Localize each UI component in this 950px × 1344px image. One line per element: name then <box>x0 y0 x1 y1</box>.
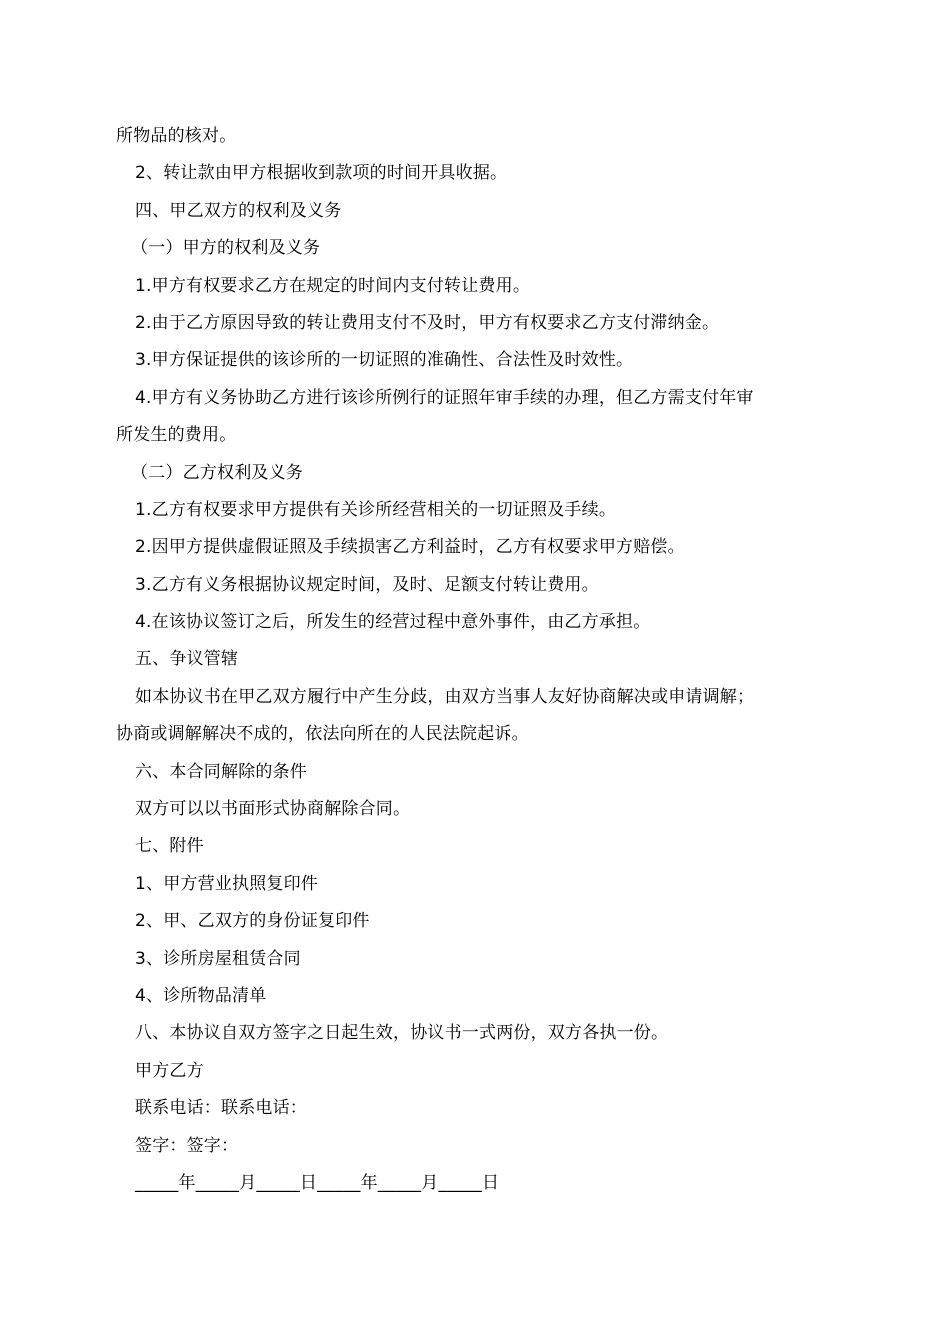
section-heading: 五、争议管辖 <box>135 649 239 670</box>
section-heading: 七、附件 <box>135 836 204 857</box>
text-line: 所物品的核对。 <box>116 126 237 146</box>
text-line: 1.乙方有权要求甲方提供有关诊所经营相关的一切证照及手续。 <box>135 499 617 520</box>
section-heading: 四、甲乙双方的权利及义务 <box>135 200 342 221</box>
subsection-heading: （二）乙方权利及义务 <box>131 462 303 483</box>
list-item: 2、甲、乙双方的身份证复印件 <box>135 911 370 932</box>
text-line: 3.乙方有义务根据协议规定时间，及时、足额支付转让费用。 <box>135 574 599 595</box>
text-line: 1.甲方有权要求乙方在规定的时间内支付转让费用。 <box>135 275 531 296</box>
text-line: 2.由于乙方原因导致的转让费用支付不及时，甲方有权要求乙方支付滞纳金。 <box>135 312 720 333</box>
text-line: 2.因甲方提供虚假证照及手续损害乙方利益时，乙方有权要求甲方赔偿。 <box>135 537 685 558</box>
text-line: 如本协议书在甲乙双方履行中产生分歧，由双方当事人友好协商解决或申请调解； <box>135 686 755 707</box>
signature-sign: 签字：签字： <box>135 1135 239 1156</box>
text-line: 双方可以以书面形式协商解除合同。 <box>135 799 411 820</box>
section-heading: 六、本合同解除的条件 <box>135 761 307 782</box>
text-line: 所发生的费用。 <box>116 425 237 446</box>
signature-parties: 甲方乙方 <box>135 1060 204 1081</box>
text-line: 2、转让款由甲方根据收到款项的时间开具收据。 <box>135 163 508 184</box>
subsection-heading: （一）甲方的权利及义务 <box>131 238 321 259</box>
document-body <box>116 118 836 1202</box>
text-line: 4.甲方有义务协助乙方进行该诊所例行的证照年审手续的办理，但乙方需支付年审 <box>135 387 754 408</box>
signature-date: _____年_____月_____日_____年_____月_____日 <box>135 1172 500 1193</box>
signature-phone: 联系电话：联系电话： <box>135 1098 307 1119</box>
list-item: 4、诊所物品清单 <box>135 985 267 1006</box>
section-heading: 八、本协议自双方签字之日起生效，协议书一式两份，双方各执一份。 <box>135 1023 669 1044</box>
list-item: 3、诊所房屋租赁合同 <box>135 948 301 969</box>
list-item: 1、甲方营业执照复印件 <box>135 873 319 894</box>
text-line: 4.在该协议签订之后，所发生的经营过程中意外事件，由乙方承担。 <box>135 612 651 633</box>
text-line: 协商或调解解决不成的，依法向所在的人民法院起诉。 <box>116 724 529 745</box>
text-line: 3.甲方保证提供的该诊所的一切证照的准确性、合法性及时效性。 <box>135 350 634 371</box>
